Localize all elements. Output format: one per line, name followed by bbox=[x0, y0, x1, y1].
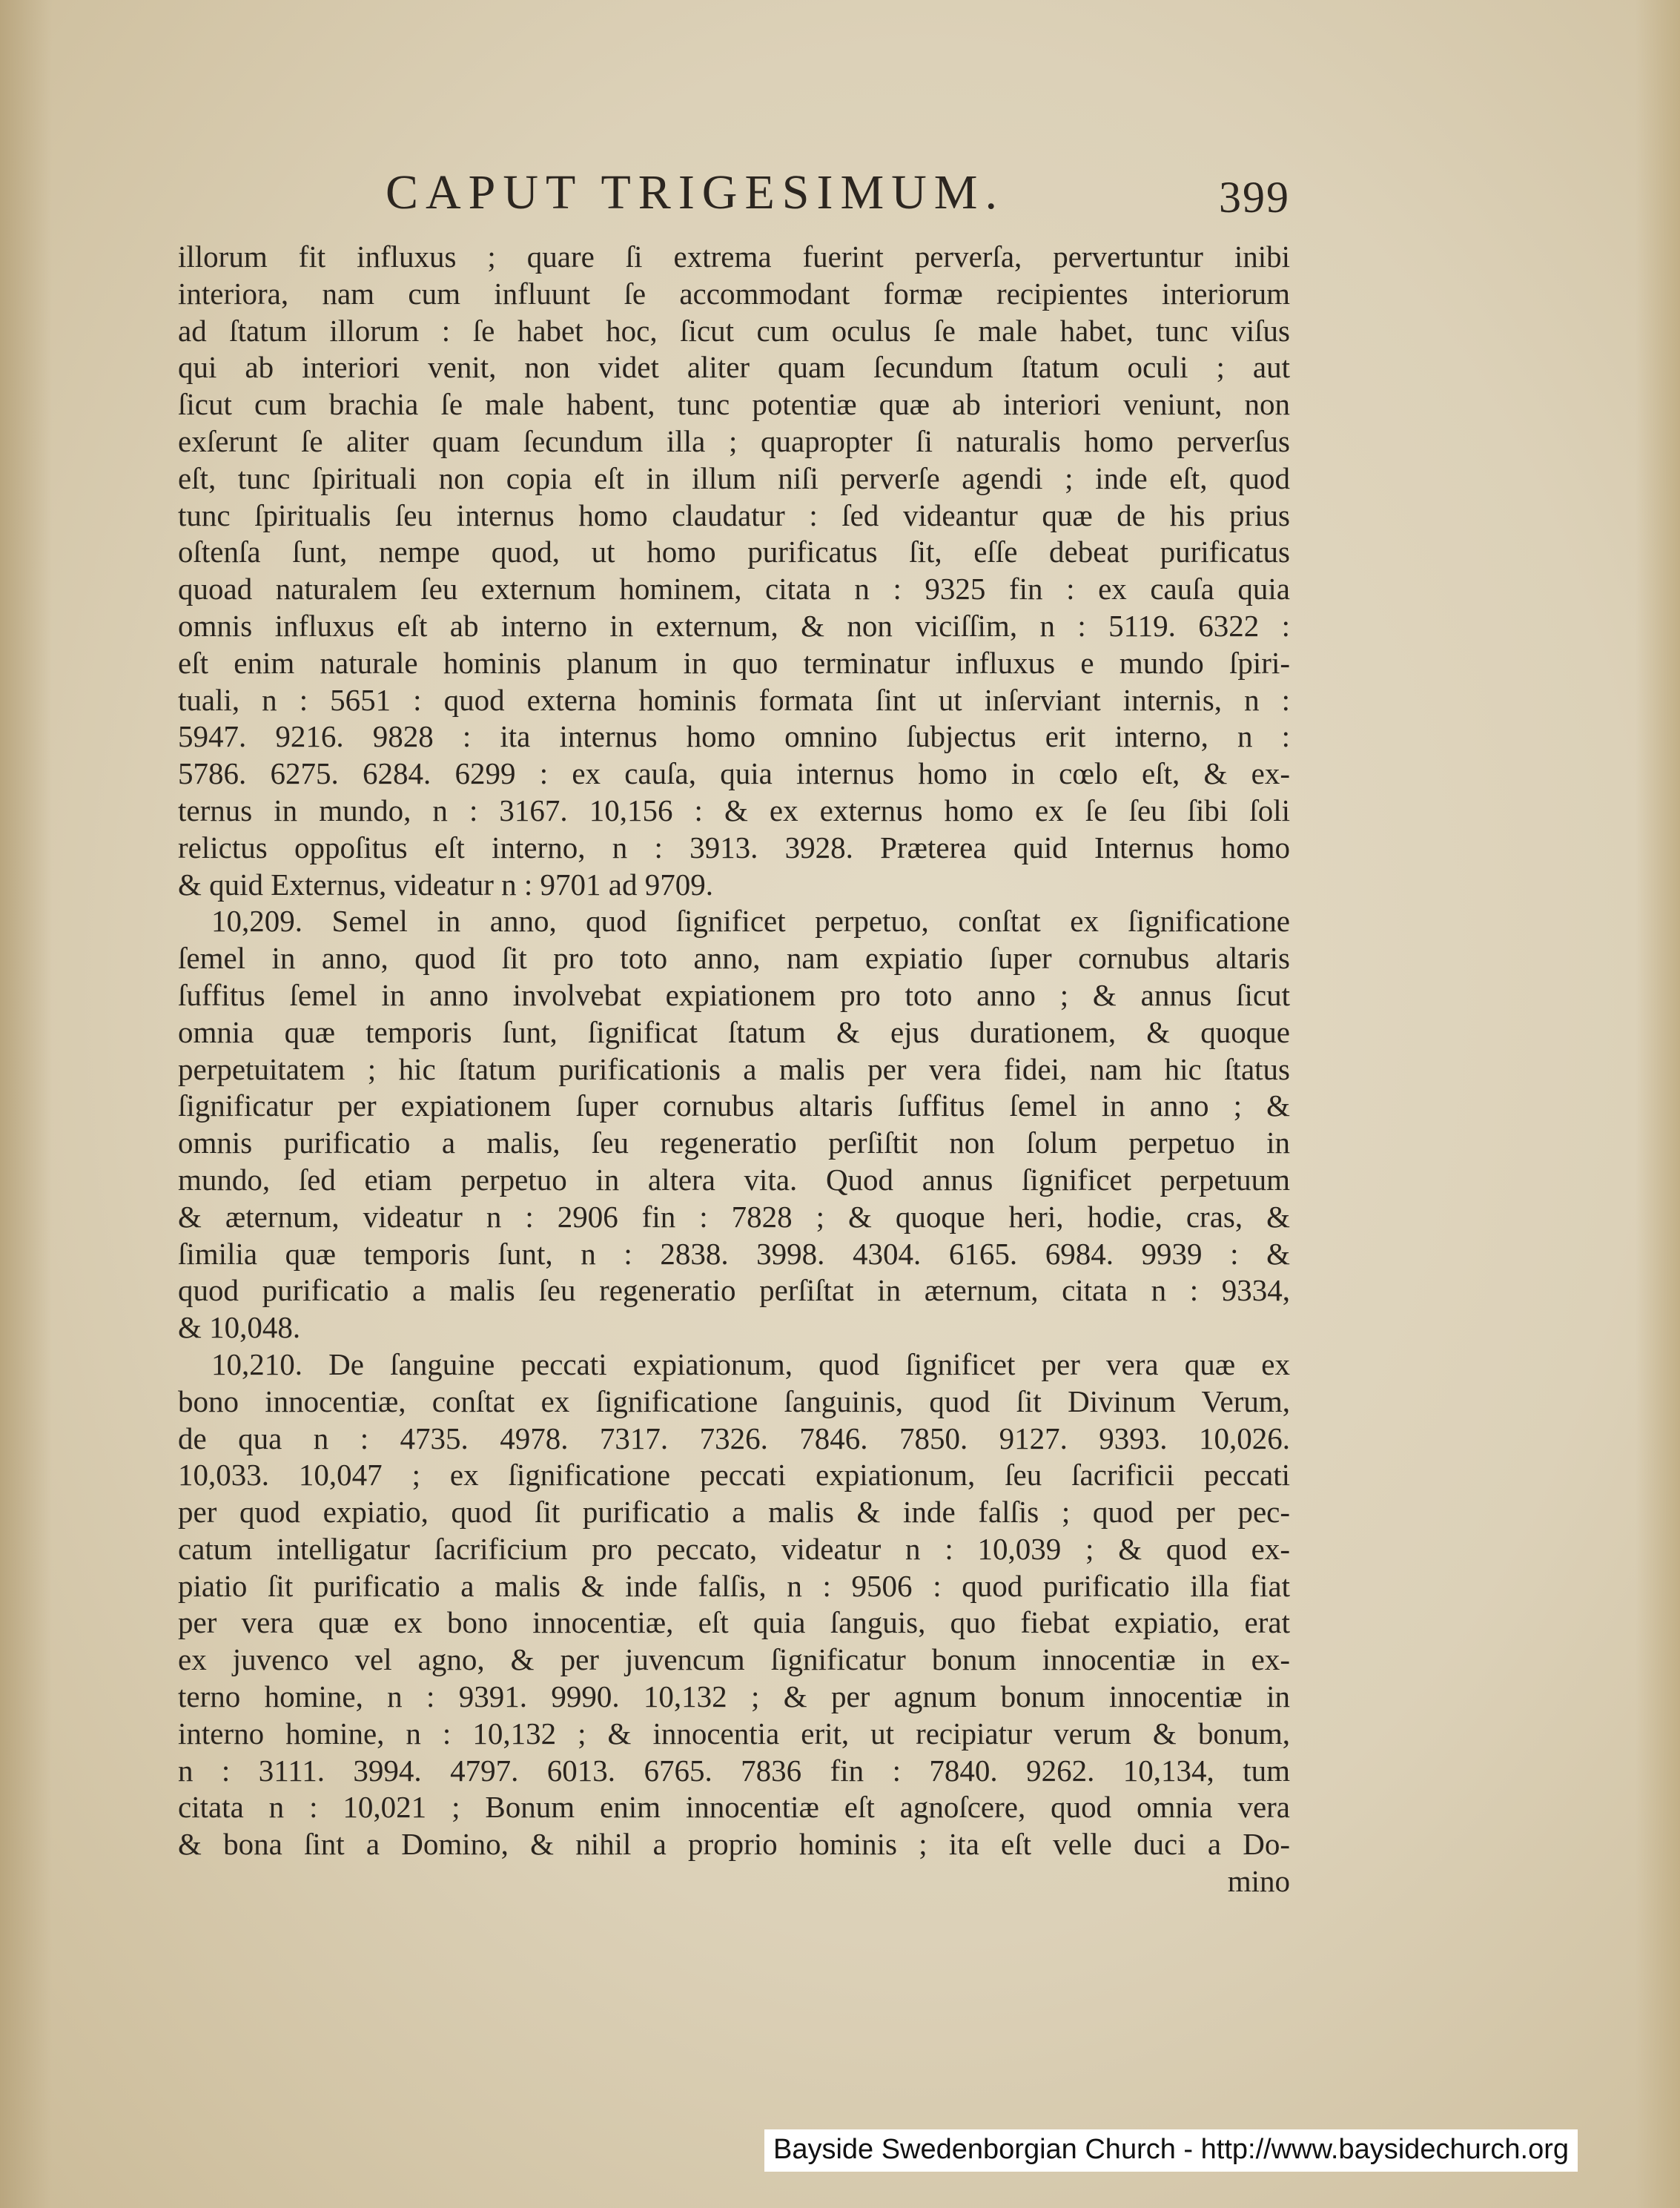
text-line: tunc ſpiritualis ſeu internus homo claudatur : ſed videantur quæ de his prius bbox=[178, 498, 1290, 532]
text-line: citata n : 10,021 ; Bonum enim innocentiæ eſt agnoſcere, quod omnia vera bbox=[178, 1790, 1290, 1825]
text-line: quoad naturalem ſeu externum hominem, citata n : 9325 fin : ex cauſa quia bbox=[178, 572, 1290, 606]
text-line: & æternum, videatur n : 2906 fin : 7828 ; & quoque heri, hodie, cras, & bbox=[178, 1199, 1290, 1234]
text-line: piatio ſit purificatio a malis & inde falſis, n : 9506 : quod purificatio illa fiat bbox=[178, 1568, 1290, 1603]
text-line: omnis influxus eſt ab interno in externum, & non viciſſim, n : 5119. 6322 : bbox=[178, 608, 1290, 643]
text-line: per vera quæ ex bono innocentiæ, eſt quia ſanguis, quo fiebat expiatio, erat bbox=[178, 1605, 1290, 1640]
text-line: bono innocentiæ, conſtat ex ſignificatione ſanguinis, quod ſit Divinum Verum, bbox=[178, 1384, 1290, 1418]
text-line: catum intelligatur ſacrificium pro peccato, videatur n : 10,039 ; & quod ex- bbox=[178, 1531, 1290, 1566]
text-line: ſignificatur per expiationem ſuper cornubus altaris ſuffitus ſemel in anno ; & bbox=[178, 1088, 1290, 1123]
text-line: n : 3111. 3994. 4797. 6013. 6765. 7836 fin : 7840. 9262. 10,134, tum bbox=[178, 1753, 1290, 1788]
text-line: 5786. 6275. 6284. 6299 : ex cauſa, quia internus homo in cœlo eſt, & ex- bbox=[178, 756, 1290, 791]
text-line: ſimilia quæ temporis ſunt, n : 2838. 3998. 4304. 6165. 6984. 9939 : & bbox=[178, 1236, 1290, 1271]
text-line: perpetuitatem ; hic ſtatum purificationis a malis per vera fidei, nam hic ſtatus bbox=[178, 1051, 1290, 1086]
text-line: eſt enim naturale hominis planum in quo terminatur influxus e mundo ſpiri- bbox=[178, 645, 1290, 680]
watermark-caption: Bayside Swedenborgian Church - http://www.baysidechurch.org bbox=[764, 2129, 1578, 2172]
text-line: ternus in mundo, n : 3167. 10,156 : & ex externus homo ex ſe ſeu ſibi ſoli bbox=[178, 793, 1290, 827]
text-line: illorum fit influxus ; quare ſi extrema fuerint perverſa, pervertuntur inibi bbox=[178, 239, 1290, 274]
text-line: per quod expiatio, quod ſit purificatio a malis & inde falſis ; quod per pec- bbox=[178, 1495, 1290, 1530]
text-line: de qua n : 4735. 4978. 7317. 7326. 7846. 7850. 9127. 9393. 10,026. bbox=[178, 1421, 1290, 1455]
page-shadow-left bbox=[0, 0, 52, 2208]
text-line: qui ab interiori venit, non videt aliter quam ſecundum ſtatum oculi ; aut bbox=[178, 350, 1290, 385]
catchword: mino bbox=[1227, 1864, 1290, 1899]
text-line: relictus oppoſitus eſt interno, n : 3913. 3928. Præterea quid Internus homo bbox=[178, 830, 1290, 865]
page-header bbox=[178, 165, 1290, 224]
text-line: eſt, tunc ſpirituali non copia eſt in illum niſi perverſe agendi ; inde eſt, quod bbox=[178, 460, 1290, 495]
text-line: interiora, nam cum influunt ſe accommodant formæ recipientes interiorum bbox=[178, 276, 1290, 311]
body-text bbox=[178, 239, 1290, 1900]
text-line: oſtenſa ſunt, nempe quod, ut homo purificatus ſit, eſſe debeat purificatus bbox=[178, 535, 1290, 569]
text-line: 10,033. 10,047 ; ex ſignificatione peccati expiationum, ſeu ſacrificii peccati bbox=[178, 1458, 1290, 1493]
text-line: & quid Externus, videatur n : 9701 ad 9709. bbox=[178, 867, 713, 902]
text-line: interno homine, n : 10,132 ; & innocentia erit, ut recipiatur verum & bonum, bbox=[178, 1716, 1290, 1751]
text-line: 5947. 9216. 9828 : ita internus homo omnino ſubjectus erit interno, n : bbox=[178, 719, 1290, 754]
running-title: CAPUT TRIGESIMUM. bbox=[386, 165, 1005, 219]
page-shadow-right bbox=[1636, 0, 1680, 2208]
text-line: ſicut cum brachia ſe male habent, tunc potentiæ quæ ab interiori veniunt, non bbox=[178, 387, 1290, 422]
text-line: ſemel in anno, quod ſit pro toto anno, nam expiatio ſuper cornubus altaris bbox=[178, 941, 1290, 976]
text-line: ex juvenco vel agno, & per juvencum ſignificatur bonum innocentiæ in ex- bbox=[178, 1642, 1290, 1677]
text-line: quod purificatio a malis ſeu regeneratio perſiſtat in æternum, citata n : 9334, bbox=[178, 1273, 1290, 1308]
text-line: omnia quæ temporis ſunt, ſignificat ſtatum & ejus durationem, & quoque bbox=[178, 1014, 1290, 1049]
text-line: ad ſtatum illorum : ſe habet hoc, ſicut cum oculus ſe male habet, tunc viſus bbox=[178, 313, 1290, 348]
text-line: & 10,048. bbox=[178, 1310, 301, 1345]
text-line: mundo, ſed etiam perpetuo in altera vita. Quod annus ſignificet perpetuum bbox=[178, 1162, 1290, 1197]
text-line: terno homine, n : 9391. 9990. 10,132 ; & per agnum bonum innocentiæ in bbox=[178, 1679, 1290, 1714]
text-line: omnis purificatio a malis, ſeu regeneratio perſiſtit non ſolum perpetuo in bbox=[178, 1126, 1290, 1160]
text-line: ſuffitus ſemel in anno involvebat expiationem pro toto anno ; & annus ſicut bbox=[178, 977, 1290, 1012]
paragraph-start-line: 10,209. Semel in anno, quod ſignificet perpetuo, conſtat ex ſignificatione bbox=[211, 904, 1290, 939]
paragraph-start-line: 10,210. De ſanguine peccati expiationum, quod ſignificet per vera quæ ex bbox=[211, 1346, 1290, 1381]
text-line: exſerunt ſe aliter quam ſecundum illa ; quapropter ſi naturalis homo perverſus bbox=[178, 423, 1290, 458]
page-number: 399 bbox=[1219, 173, 1290, 222]
text-line: & bona ſint a Domino, & nihil a proprio hominis ; ita eſt velle duci a Do- bbox=[178, 1827, 1290, 1862]
text-line: tuali, n : 5651 : quod externa hominis formata ſint ut inſerviant internis, n : bbox=[178, 682, 1290, 717]
